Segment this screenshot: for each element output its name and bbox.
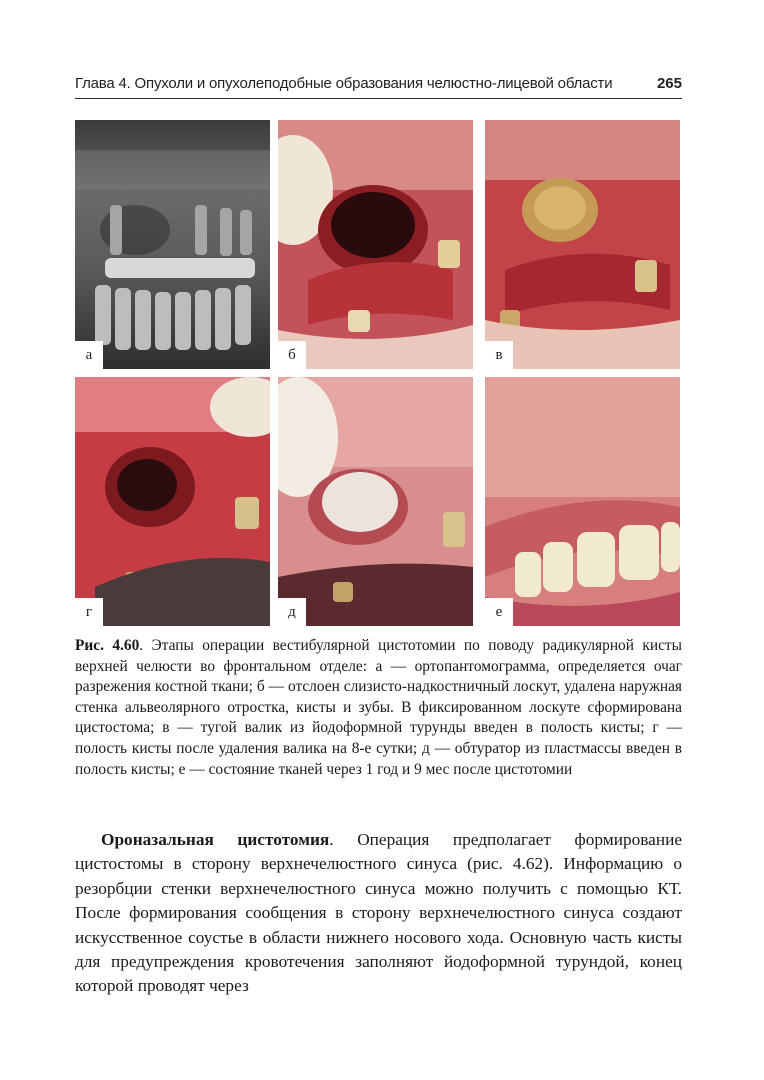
figure-panel-g [75, 377, 270, 626]
body-paragraph [75, 828, 682, 999]
paragraph-text: . Операция предполагает формирование цистостомы в сторону верхнечелюстного синуса (рис. 4.62). Информацию о резорбции стенки верхнечелюстного синуса можно получить с помощью КТ. После формирования сообщения в сторону верхнечелюстного синуса создают искусственное соустье в области нижнего носового хода. Основную часть кисты для предупреждения кровотечения заполняют йодоформной турундой, конец которой проводят через [75, 830, 682, 996]
clinical-photo-d [278, 377, 473, 626]
panel-label-d: д [278, 598, 306, 626]
panel-label-e: е [485, 598, 513, 626]
clinical-photo-g [75, 377, 270, 626]
chapter-title: Глава 4. Опухоли и опухолеподобные образования челюстно-лицевой области [75, 75, 613, 92]
section-term: Ороназальная цистотомия [101, 830, 330, 849]
figure-panel-d [278, 377, 473, 626]
panel-label-v: в [485, 341, 513, 369]
clinical-photo-b [278, 120, 473, 369]
figure-panel-e [485, 377, 680, 626]
clinical-photo-e [485, 377, 680, 626]
figure-number: Рис. 4.60 [75, 637, 140, 654]
running-header [75, 72, 682, 99]
panel-label-b: б [278, 341, 306, 369]
xray-image [75, 120, 270, 369]
panel-label-g: г [75, 598, 103, 626]
figure-caption [75, 636, 682, 780]
figure-panel-v [485, 120, 680, 369]
clinical-photo-v [485, 120, 680, 369]
page-number: 265 [656, 75, 682, 92]
panel-label-a: а [75, 341, 103, 369]
figure-panel-a [75, 120, 270, 369]
figure-panel-b [278, 120, 473, 369]
figure-caption-text: . Этапы операции вестибулярной цистотомии по поводу радикулярной кисты верхней челюсти во фронтальном отделе: а — ортопантомограмма, определяется очаг разрежения костной ткани; б — отслоен слизисто-надкостничный лоскут, удалена наружная стенка альвеолярного отростка, кисты и зубы. В фиксированном лоскуте сформирована цистостома; в — тугой валик из йодоформной турунды введен в полость кисты; г — полость кисты после удаления валика на 8-е сутки; д — обтуратор из пластмассы введен в полость кисты; е — состояние тканей через 1 год и 9 мес после цистотомии [75, 637, 682, 778]
